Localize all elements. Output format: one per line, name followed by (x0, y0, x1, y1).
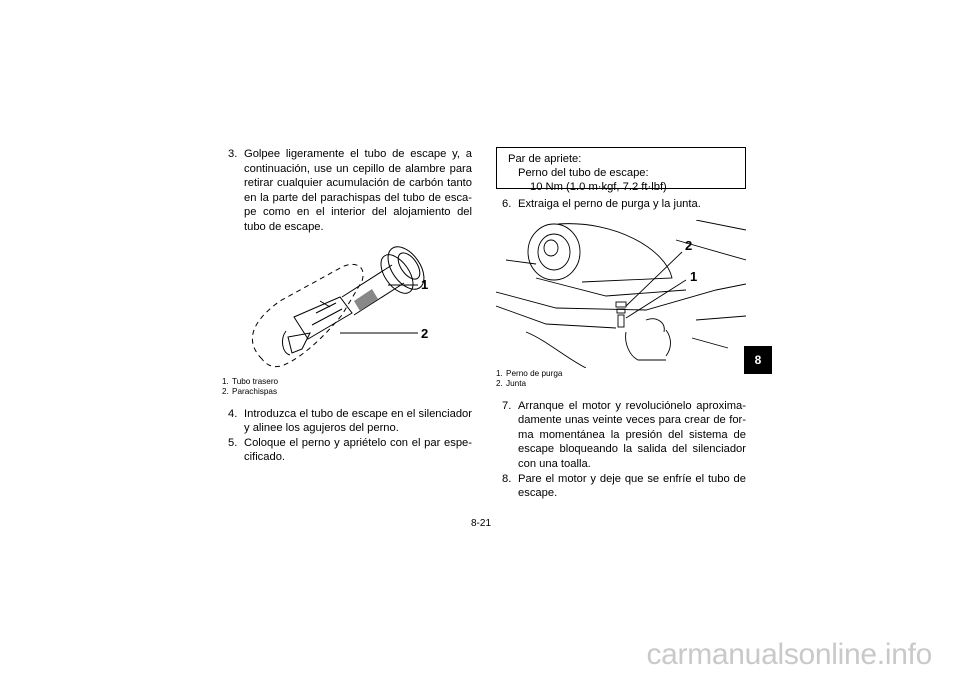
step-5 (222, 436, 472, 465)
caption-item: 2. Junta (496, 379, 527, 389)
step-text: Pare el motor y deje que se enfríe el tubo de escape. (518, 472, 746, 500)
figure-caption (222, 377, 472, 398)
spark-arrester-figure (222, 241, 472, 376)
step-8 (496, 472, 746, 501)
drain-bolt-figure (496, 220, 746, 368)
step-number: 4. (228, 407, 238, 420)
step-6 (496, 197, 746, 212)
step-number: 5. (228, 436, 238, 449)
caption-item: 1. Perno de purga (496, 368, 563, 378)
callout-1: 1 (690, 268, 698, 284)
step-7 (496, 399, 746, 472)
step-text: Golpee ligeramente el tubo de escape y, a continuación, use un cepillo de alambre para retirar cualquier acumulación de carbón tanto en la parte del parachispas del tubo de esca-pe como en el interior del alojamiento del tubo de escape. (244, 148, 472, 233)
spark-arrester-illustration (222, 241, 472, 376)
step-number: 6. (502, 198, 512, 210)
page-number: 8-21 (471, 518, 492, 529)
step-number: 3. (228, 148, 238, 160)
caption-item: 1. Tubo trasero (222, 376, 279, 386)
chapter-tab: 8 (744, 346, 772, 374)
right-column (496, 147, 746, 501)
step-text: Coloque el perno y apriételo con el par espe-cificado. (244, 436, 472, 464)
caption-item: 2. Parachispas (222, 387, 278, 397)
watermark: carmanualsonline.info (646, 638, 932, 671)
step-text: Arranque el motor y revoluciónelo aproxima-damente unas veinte veces para crear de for-ma momentánea la presión del sistema de escape bloqueando la salida del silenciador con una toalla. (518, 399, 746, 470)
step-3 (222, 147, 472, 235)
figure-caption (496, 369, 746, 390)
callout-2: 2 (685, 237, 693, 253)
step-text: Introduzca el tubo de escape en el silenciador y alinee los agujeros del perno. (244, 407, 472, 435)
drain-bolt-illustration (496, 220, 746, 368)
step-text: Extraiga el perno de purga y la junta. (518, 198, 701, 210)
step-number: 7. (502, 399, 512, 412)
step-number: 8. (502, 472, 512, 485)
torque-title: Par de apriete: (508, 153, 582, 165)
torque-spec-box (496, 147, 746, 193)
torque-value: 10 Nm (1.0 m·kgf, 7.2 ft·lbf) (530, 181, 667, 193)
left-column (222, 147, 472, 465)
callout-2: 2 (421, 325, 429, 341)
callout-1: 1 (421, 276, 429, 292)
step-4 (222, 407, 472, 436)
torque-item: Perno del tubo de escape: (518, 167, 649, 179)
